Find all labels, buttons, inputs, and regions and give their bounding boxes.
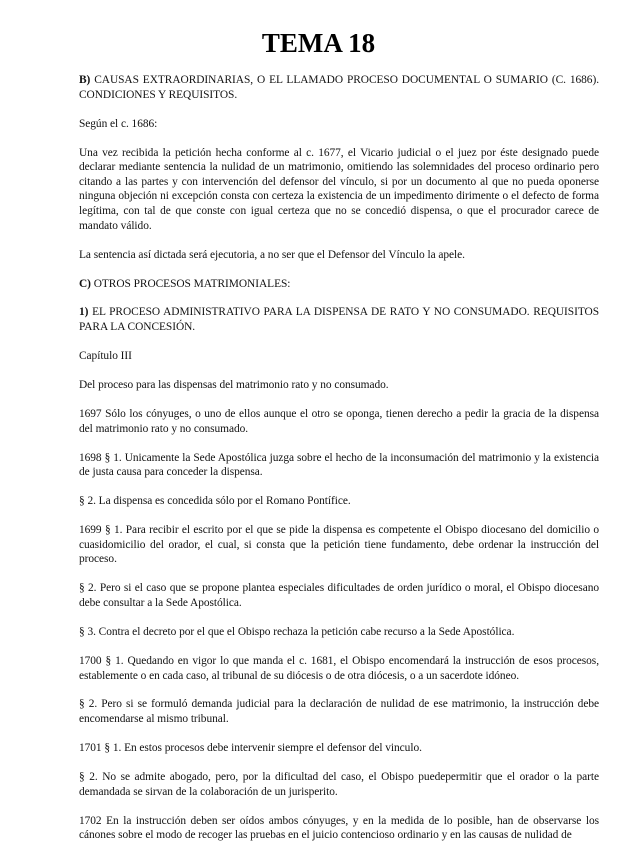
chapter-label-text: Capítulo III — [79, 350, 132, 363]
paragraph-canon-1699-1 — [79, 523, 599, 567]
section-c-marker: C) — [79, 277, 91, 290]
paragraph-section-c-heading — [79, 277, 599, 292]
canon-1700-1-text: 1700 § 1. Quedando en vigor lo que manda el c. 1681, el Obispo encomendará la instrucción de esos procesos, establemente o en cada caso, al tribunal de su diócesis o de otra diócesis, o a un sacerdote idóneo. — [79, 654, 599, 682]
paragraph-canon-1698-1 — [79, 451, 599, 480]
canon-1698-2-text: § 2. La dispensa es concedida sólo por el Romano Pontífice. — [79, 495, 351, 508]
paragraph-canon-1699-2 — [79, 581, 599, 610]
canon-1702-text: 1702 En la instrucción deben ser oídos ambos cónyuges, y en la medida de lo posible, han de observarse los cánones sobre el modo de recoger las pruebas en el juicio contencioso ordinario y en las causas de nulidad de — [79, 814, 599, 842]
subsection-1-marker: 1) — [79, 306, 89, 319]
canon-1699-1-text: 1699 § 1. Para recibir el escrito por el que se pide la dispensa es competente el Obispo diocesano del domicilio o cuasidomicilio del orador, el cual, si consta que la petición tiene fundamento, debe ordenar la instrucción del proceso. — [79, 524, 599, 566]
paragraph-canon-1698-2 — [79, 494, 599, 509]
paragraph-chapter-title — [79, 378, 599, 393]
paragraph-canon-1700-2 — [79, 697, 599, 726]
page-title: TEMA 18 — [261, 28, 376, 58]
paragraph-intro — [79, 117, 599, 132]
paragraph-section-b-heading — [79, 73, 599, 102]
section-c-heading-text: OTROS PROCESOS MATRIMONIALES: — [90, 277, 291, 290]
section-b-heading-text: CAUSAS EXTRAORDINARIAS, O EL LLAMADO PROCESO DOCUMENTAL O SUMARIO (C. 1686). CONDICIONES Y REQUISITOS. — [79, 74, 599, 101]
canon-1701-2-text: § 2. No se admite abogado, pero, por la dificultad del caso, el Obispo puedepermitir que el orador o la parte demandada se sirvan de la colaboración de un jurisperito. — [79, 771, 599, 798]
canon-1699-3-text: § 3. Contra el decreto por el que el Obispo rechaza la petición cabe recurso a la Sede Apostólica. — [79, 625, 515, 638]
canon-1698-1-text: 1698 § 1. Unicamente la Sede Apostólica juzga sobre el hecho de la inconsumación del matrimonio y la existencia de justa causa para conceder la dispensa. — [79, 451, 599, 479]
paragraph-sentence-executory — [79, 248, 599, 263]
section-b-marker: B) — [79, 74, 91, 86]
canon-1701-1-text: 1701 § 1. En estos procesos debe intervenir siempre el defensor del vinculo. — [79, 742, 422, 755]
canon-1700-2-text: § 2. Pero si se formuló demanda judicial para la declaración de nulidad de ese matrimonio, la instrucción debe encomendarse al mismo tribunal. — [79, 698, 599, 726]
paragraph-chapter-label — [79, 349, 599, 364]
document-body — [79, 73, 599, 848]
chapter-title-text: Del proceso para las dispensas del matrimonio rato y no consumado. — [79, 379, 389, 392]
canon-1686-text: Una vez recibida la petición hecha conforme al c. 1677, el Vicario judicial o el juez por éste designado puede declarar mediante sentencia la nulidad de un matrimonio, omitiendo las solemnidades del proceso ordinario pero citando a las partes y con intervención del defensor del vínculo, si por un documento al que no pueda oponerse ninguna objeción ni excepción consta con certeza la existencia de un impedimento dirimente o el defecto de forma legítima, con tal de que conste con igual certeza que no se concedió dispensa, o que el procurador carece de mandato válido. — [79, 146, 599, 232]
sentence-executory-text: La sentencia así dictada será ejecutoria, a no ser que el Defensor del Vínculo la apele. — [79, 248, 465, 261]
paragraph-canon-1699-3 — [79, 625, 599, 640]
paragraph-canon-1686 — [79, 146, 599, 234]
paragraph-canon-1701-1 — [79, 741, 599, 756]
intro-text: Según el c. 1686: — [79, 117, 158, 130]
canon-1697-text: 1697 Sólo los cónyuges, o uno de ellos aunque el otro se oponga, tienen derecho a pedir la gracia de la dispensa del matrimonio rato y no consumado. — [79, 408, 599, 435]
canon-1699-2-text: § 2. Pero si el caso que se propone plantea especiales dificultades de orden jurídico o moral, el Obispo diocesano debe consultar a la Sede Apostólica. — [79, 582, 599, 609]
paragraph-canon-1702 — [79, 814, 599, 843]
paragraph-canon-1701-2 — [79, 770, 599, 799]
subsection-1-heading-text: EL PROCESO ADMINISTRATIVO PARA LA DISPENSA DE RATO Y NO CONSUMADO. REQUISITOS PARA LA CONCESIÓN. — [79, 306, 599, 334]
paragraph-subsection-1-heading — [79, 305, 599, 334]
paragraph-canon-1700-1 — [79, 654, 599, 683]
paragraph-canon-1697 — [79, 407, 599, 436]
